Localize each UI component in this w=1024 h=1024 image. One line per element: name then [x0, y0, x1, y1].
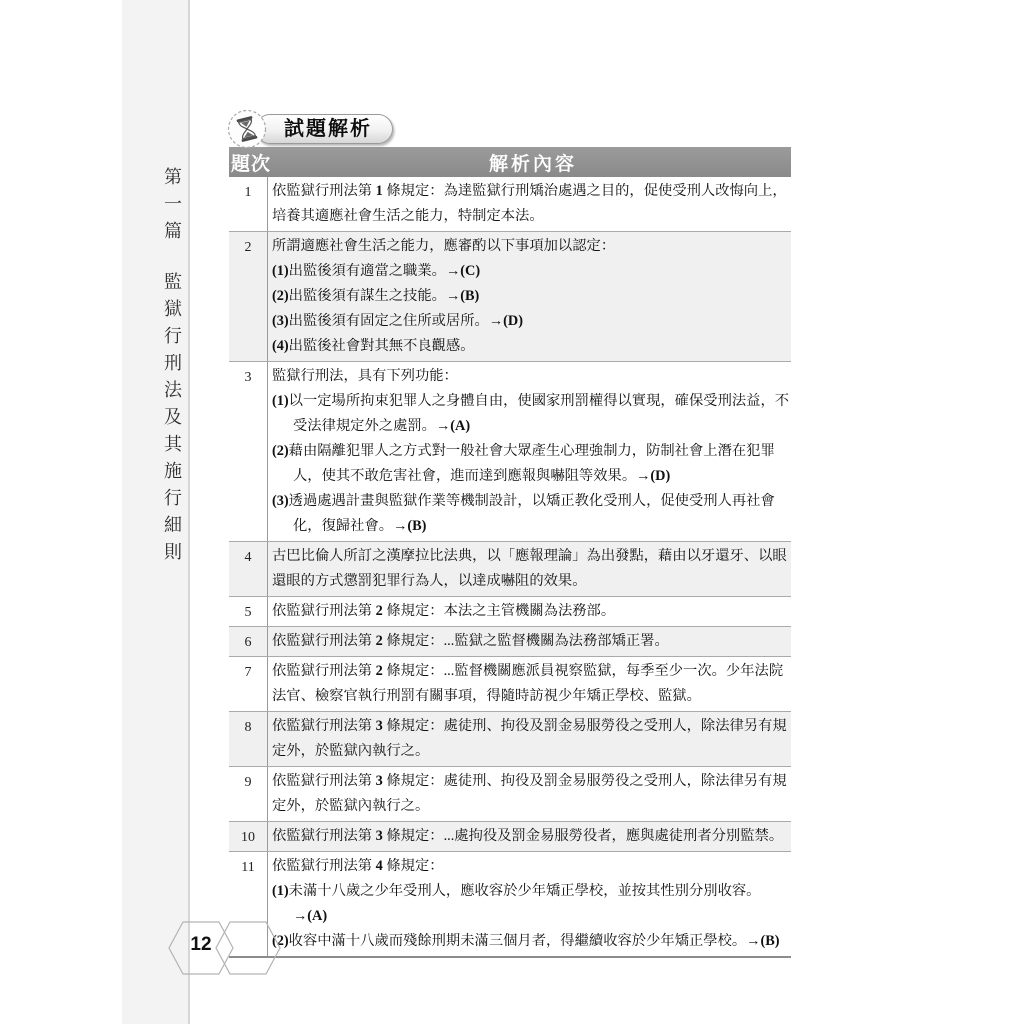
content-line: 定外，於監獄內執行之。 — [272, 743, 430, 759]
question-number: 5 — [229, 597, 268, 626]
analysis-content — [268, 767, 791, 821]
question-number: 4 — [229, 542, 268, 596]
content-line: 監獄行刑法，具有下列功能： — [272, 368, 458, 384]
content-line: 依監獄行刑法第 3 條規定：...處拘役及罰金易服勞役者，應與處徒刑者分別監禁。 — [272, 828, 784, 844]
table-body — [229, 177, 791, 958]
table-row — [229, 656, 791, 711]
analysis-content — [268, 657, 791, 711]
content-line: 法官、檢察官執行刑罰有關事項，得隨時訪視少年矯正學校、監獄。 — [272, 688, 701, 704]
content-line: 古巴比倫人所訂之漢摩拉比法典，以「應報理論」為出發點，藉由以牙還牙、以眼 — [272, 548, 787, 564]
analysis-content — [268, 232, 791, 361]
content-line: (3)透過處遇計畫與監獄作業等機制設計，以矯正教化受刑人，促使受刑人再社會 — [272, 493, 775, 509]
content-line: 人，使其不敢危害社會，進而達到應報與嚇阻等效果。→(D) — [293, 468, 671, 484]
analysis-content — [268, 852, 791, 956]
analysis-content — [268, 712, 791, 766]
table-row — [229, 626, 791, 656]
table-row — [229, 711, 791, 766]
question-number: 10 — [229, 822, 268, 851]
table-row — [229, 177, 791, 231]
analysis-table — [229, 147, 791, 958]
hourglass-icon — [226, 108, 268, 150]
question-number: 9 — [229, 767, 268, 821]
content-line: (1)以一定場所拘束犯罪人之身體自由，使國家刑罰權得以實現，確保受刑法益，不 — [272, 393, 790, 409]
content-line: 依監獄行刑法第 3 條規定：處徒刑、拘役及罰金易服勞役之受刑人，除法律另有規 — [272, 718, 787, 734]
table-row — [229, 766, 791, 821]
content-line: 依監獄行刑法第 3 條規定：處徒刑、拘役及罰金易服勞役之受刑人，除法律另有規 — [272, 773, 787, 789]
page-number-hexagons — [168, 918, 288, 978]
analysis-content — [268, 822, 791, 851]
question-number: 11 — [229, 852, 268, 956]
analysis-content — [268, 597, 791, 626]
page-number: 12 — [190, 934, 212, 955]
table-row — [229, 541, 791, 596]
content-line: 受法律規定外之處罰。→(A) — [293, 418, 471, 434]
content-line: (2)藉由隔離犯罪人之方式對一般社會大眾產生心理強制力，防制社會上潛在犯罪 — [272, 443, 775, 459]
content-line: 依監獄行刑法第 2 條規定：本法之主管機關為法務部。 — [272, 603, 616, 619]
question-number: 7 — [229, 657, 268, 711]
content-line: 還眼的方式懲罰犯罪行為人，以達成嚇阻的效果。 — [272, 573, 587, 589]
chapter-title: 監獄行刑法及其施行細則 — [162, 272, 182, 569]
content-line: 化，復歸社會。→(B) — [293, 518, 427, 534]
question-number: 6 — [229, 627, 268, 656]
content-line: (4)出監後社會對其無不良觀感。 — [272, 338, 475, 354]
content-line: (2)收容中滿十八歲而殘餘刑期未滿三個月者，得繼續收容於少年矯正學校。→(B) — [272, 933, 780, 949]
analysis-content — [268, 542, 791, 596]
content-line: (1)出監後須有適當之職業。→(C) — [272, 263, 481, 279]
content-line: 依監獄行刑法第 2 條規定：...監獄之監督機關為法務部矯正署。 — [272, 633, 669, 649]
question-number: 2 — [229, 232, 268, 361]
analysis-content — [268, 177, 791, 231]
page-content — [229, 112, 791, 958]
analysis-content — [268, 627, 791, 656]
col-header-question-number: 題次 — [231, 153, 272, 175]
content-line: 培養其適應社會生活之能力，特制定本法。 — [272, 208, 544, 224]
content-line: 依監獄行刑法第 2 條規定：...監督機關應派員視察監獄，每季至少一次。少年法院 — [272, 663, 784, 679]
table-row — [229, 231, 791, 361]
col-header-analysis-content: 解析內容 — [488, 153, 577, 175]
question-number: 1 — [229, 177, 268, 231]
content-line: (2)出監後須有謀生之技能。→(B) — [272, 288, 480, 304]
content-line: →(A) — [293, 908, 328, 924]
content-line: 依監獄行刑法第 1 條規定：為達監獄行刑矯治處遇之目的，促使受刑人改悔向上， — [272, 183, 787, 199]
question-number: 3 — [229, 362, 268, 541]
section-badge: 試題解析 — [255, 114, 393, 144]
table-header — [229, 147, 791, 177]
content-line: (1)未滿十八歲之少年受刑人，應收容於少年矯正學校，並按其性別分別收容。 — [272, 883, 761, 899]
content-line: 所謂適應社會生活之能力，應審酌以下事項加以認定： — [272, 238, 616, 254]
section-header — [229, 112, 791, 147]
table-row — [229, 851, 791, 956]
content-line: (3)出監後須有固定之住所或居所。→(D) — [272, 313, 523, 329]
table-row — [229, 821, 791, 851]
content-line: 定外，於監獄內執行之。 — [272, 798, 430, 814]
chapter-part: 第一篇 — [162, 167, 182, 248]
content-line: 依監獄行刑法第 4 條規定： — [272, 858, 444, 874]
analysis-content — [268, 362, 791, 541]
chapter-sidebar — [159, 167, 185, 927]
table-row — [229, 361, 791, 541]
table-row — [229, 596, 791, 626]
question-number: 8 — [229, 712, 268, 766]
